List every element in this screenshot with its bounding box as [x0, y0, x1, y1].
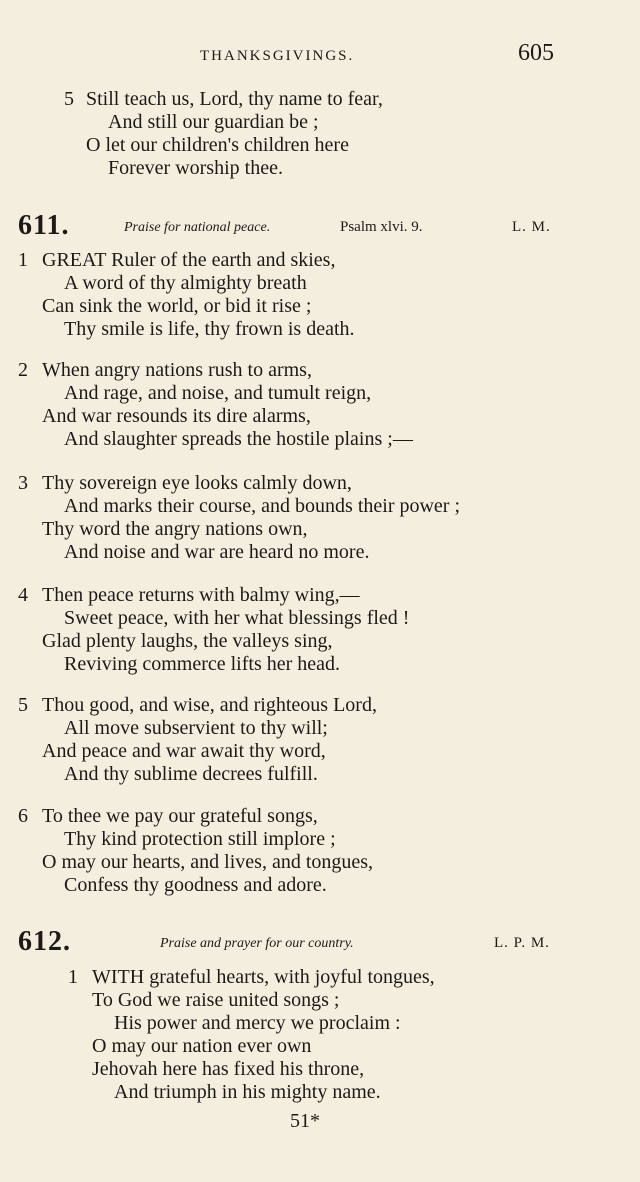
stanza-number: 1 — [68, 966, 78, 988]
stanza-number: 4 — [18, 584, 28, 606]
stanza-line: To God we raise united songs ; — [92, 989, 340, 1011]
stanza-line: Sweet peace, with her what blessings fled ! — [64, 607, 410, 629]
stanza-line: A word of thy almighty breath — [64, 272, 307, 294]
stanza-line: Can sink the world, or bid it rise ; — [42, 295, 312, 317]
stanza-line: 5 Thou good, and wise, and righteous Lord, — [18, 694, 377, 716]
stanza-line: His power and mercy we proclaim : — [114, 1012, 401, 1034]
page-number: 605 — [518, 40, 554, 66]
stanza-line: Forever worship thee. — [108, 157, 283, 179]
hymn-meter: L. M. — [512, 219, 551, 235]
stanza-line: And rage, and noise, and tumult reign, — [64, 382, 372, 404]
stanza-line: And slaughter spreads the hostile plains ;— — [64, 428, 413, 450]
stanza-number: 2 — [18, 359, 28, 381]
hymn-611-heading — [18, 212, 568, 242]
stanza-line: 3 Thy sovereign eye looks calmly down, — [18, 472, 352, 494]
stanza-611-3 — [0, 472, 640, 564]
stanza-line: Thy kind protection still implore ; — [64, 828, 336, 850]
hymn-scripture-reference: Psalm xlvi. 9. — [340, 219, 423, 235]
stanza-line: O let our children's children here — [86, 134, 349, 156]
hymn-meter: L. P. M. — [494, 935, 550, 951]
stanza-611-4 — [0, 584, 640, 676]
stanza-611-1 — [0, 249, 640, 341]
stanza-611-5 — [0, 694, 640, 786]
stanza-line: And peace and war await thy word, — [42, 740, 326, 762]
stanza-number: 5 — [64, 88, 74, 110]
stanza-line: And thy sublime decrees fulfill. — [64, 763, 318, 785]
page-header — [0, 40, 640, 70]
stanza-line: 2 When angry nations rush to arms, — [18, 359, 312, 381]
stanza-line: And still our guardian be ; — [108, 111, 319, 133]
stanza-line: 1 GREAT Ruler of the earth and skies, — [18, 249, 336, 271]
hymn-title: Praise for national peace. — [124, 220, 271, 235]
signature-mark: 51* — [290, 1110, 320, 1132]
stanza-line: O may our nation ever own — [92, 1035, 312, 1057]
stanza-line: And triumph in his mighty name. — [114, 1081, 381, 1103]
stanza-number: 6 — [18, 805, 28, 827]
prev-stanza — [0, 88, 640, 180]
stanza-612-1 — [0, 966, 640, 1104]
running-head: THANKSGIVINGS. — [200, 48, 355, 64]
hymn-title: Praise and prayer for our country. — [160, 936, 354, 951]
stanza-611-2 — [0, 359, 640, 451]
stanza-line: Jehovah here has fixed his throne, — [92, 1058, 365, 1080]
stanza-line: 6 To thee we pay our grateful songs, — [18, 805, 318, 827]
stanza-line: All move subservient to thy will; — [64, 717, 328, 739]
stanza-line: Confess thy goodness and adore. — [64, 874, 327, 896]
stanza-611-6 — [0, 805, 640, 897]
stanza-line: Thy word the angry nations own, — [42, 518, 308, 540]
stanza-line: And war resounds its dire alarms, — [42, 405, 311, 427]
stanza-number: 1 — [18, 249, 28, 271]
stanza-line: Glad plenty laughs, the valleys sing, — [42, 630, 333, 652]
stanza-number: 3 — [18, 472, 28, 494]
hymn-number: 611. — [18, 210, 70, 241]
stanza-line: 4 Then peace returns with balmy wing,— — [18, 584, 360, 606]
stanza-line: And marks their course, and bounds their power ; — [64, 495, 461, 517]
stanza-line: 5 Still teach us, Lord, thy name to fear, — [64, 88, 383, 110]
stanza-number: 5 — [18, 694, 28, 716]
stanza-line: Thy smile is life, thy frown is death. — [64, 318, 355, 340]
stanza-line: Reviving commerce lifts her head. — [64, 653, 341, 675]
hymn-number: 612. — [18, 926, 71, 957]
stanza-line: And noise and war are heard no more. — [64, 541, 370, 563]
hymn-612-heading — [18, 928, 568, 958]
stanza-line: 1 WITH grateful hearts, with joyful tongues, — [68, 966, 435, 988]
stanza-line: O may our hearts, and lives, and tongues, — [42, 851, 374, 873]
